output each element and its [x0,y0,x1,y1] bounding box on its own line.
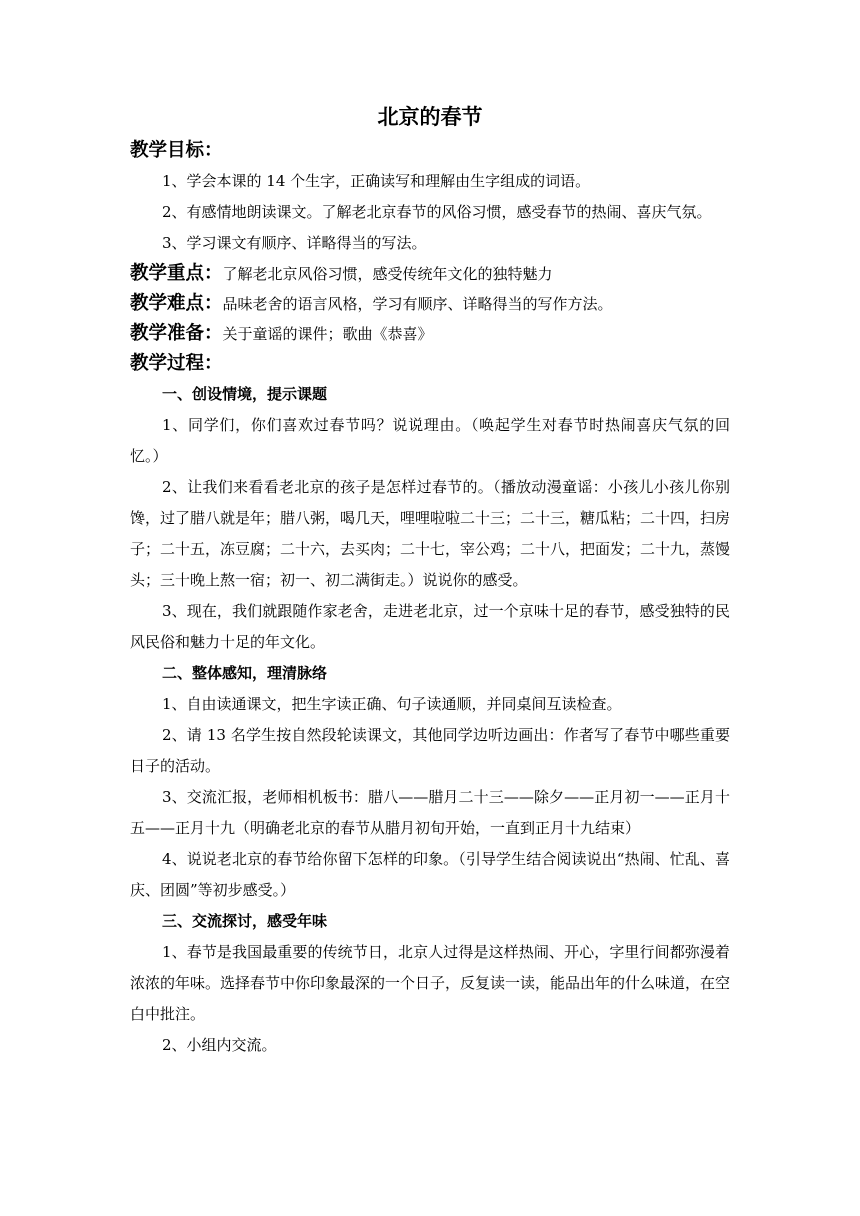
section-paragraph: 3、现在，我们就跟随作家老舍，走进老北京，过一个京味十足的春节，感受独特的民风民俗和魅力十足的年文化。 [130,602,730,651]
section-title: 一、创设情境，提示课题 [162,385,328,403]
section-paragraph: 4、说说老北京的春节给你留下怎样的印象。（引导学生结合阅读说出“热闹、忙乱、喜庆、团圆”等初步感受。） [130,850,730,899]
document-title: 北京的春节 [377,105,483,129]
section-title: 二、整体感知，理清脉络 [162,664,328,682]
objectives-heading: 教学目标： [130,140,223,161]
key-points-row [130,259,730,289]
key-points-text: 了解老北京风俗习惯，感受传统年文化的独特魅力 [222,265,553,283]
objective-item: 1、学会本课的 14 个生字，正确读写和理解由生字组成的词语。 [162,172,591,190]
section-paragraph: 1、春节是我国最重要的传统节日，北京人过得是这样热闹、开心，字里行间都弥漫着浓浓的年味。选择春节中你印象最深的一个日子，反复读一读，能品出年的什么味道，在空白中批注。 [130,943,731,1023]
section-paragraph: 2、请 13 名学生按自然段轮读课文，其他同学边听边画出：作者写了春节中哪些重要日子的活动。 [130,726,730,775]
section-title: 三、交流探讨，感受年味 [162,912,328,930]
section-paragraph: 1、同学们，你们喜欢过春节吗？说说理由。（唤起学生对春节时热闹喜庆气氛的回忆。） [130,416,730,465]
section-paragraph: 1、自由读通课文，把生字读正确、句子读通顺，并同桌间互读检查。 [162,695,622,713]
section-paragraph: 2、小组内交流。 [162,1036,277,1054]
difficulties-row [130,289,730,319]
preparation-row [130,319,730,349]
process-heading: 教学过程： [130,353,223,374]
document-page [130,102,730,1061]
section-paragraph: 2、让我们来看看老北京的孩子是怎样过春节的。（播放动漫童谣：小孩儿小孩儿你别馋，过了腊八就是年；腊八粥，喝几天，哩哩啦啦二十三；二十三，糖瓜粘；二十四，扫房子；二十五，冻豆腐；二十六，去买肉；二十七，宰公鸡；二十八，把面发；二十九，蒸馒头；三十晚上熬一宿；初一、初二满街走。）说说你的感受。 [130,478,731,589]
key-points-label: 教学重点： [130,263,223,284]
preparation-text: 关于童谣的课件；歌曲《恭喜》 [222,325,433,343]
section-paragraph: 3、交流汇报，老师相机板书：腊八——腊月二十三——除夕——正月初一——正月十五——正月十九（明确老北京的春节从腊月初旬开始，一直到正月十九结束） [130,788,730,837]
difficulties-text: 品味老舍的语言风格，学习有顺序、详略得当的写作方法。 [222,295,613,313]
objective-item: 3、学习课文有顺序、详略得当的写法。 [162,234,427,252]
difficulties-label: 教学难点： [130,293,223,314]
preparation-label: 教学准备： [130,323,223,344]
objective-item: 2、有感情地朗读课文。了解老北京春节的风俗习惯，感受春节的热闹、喜庆气氛。 [162,203,712,221]
